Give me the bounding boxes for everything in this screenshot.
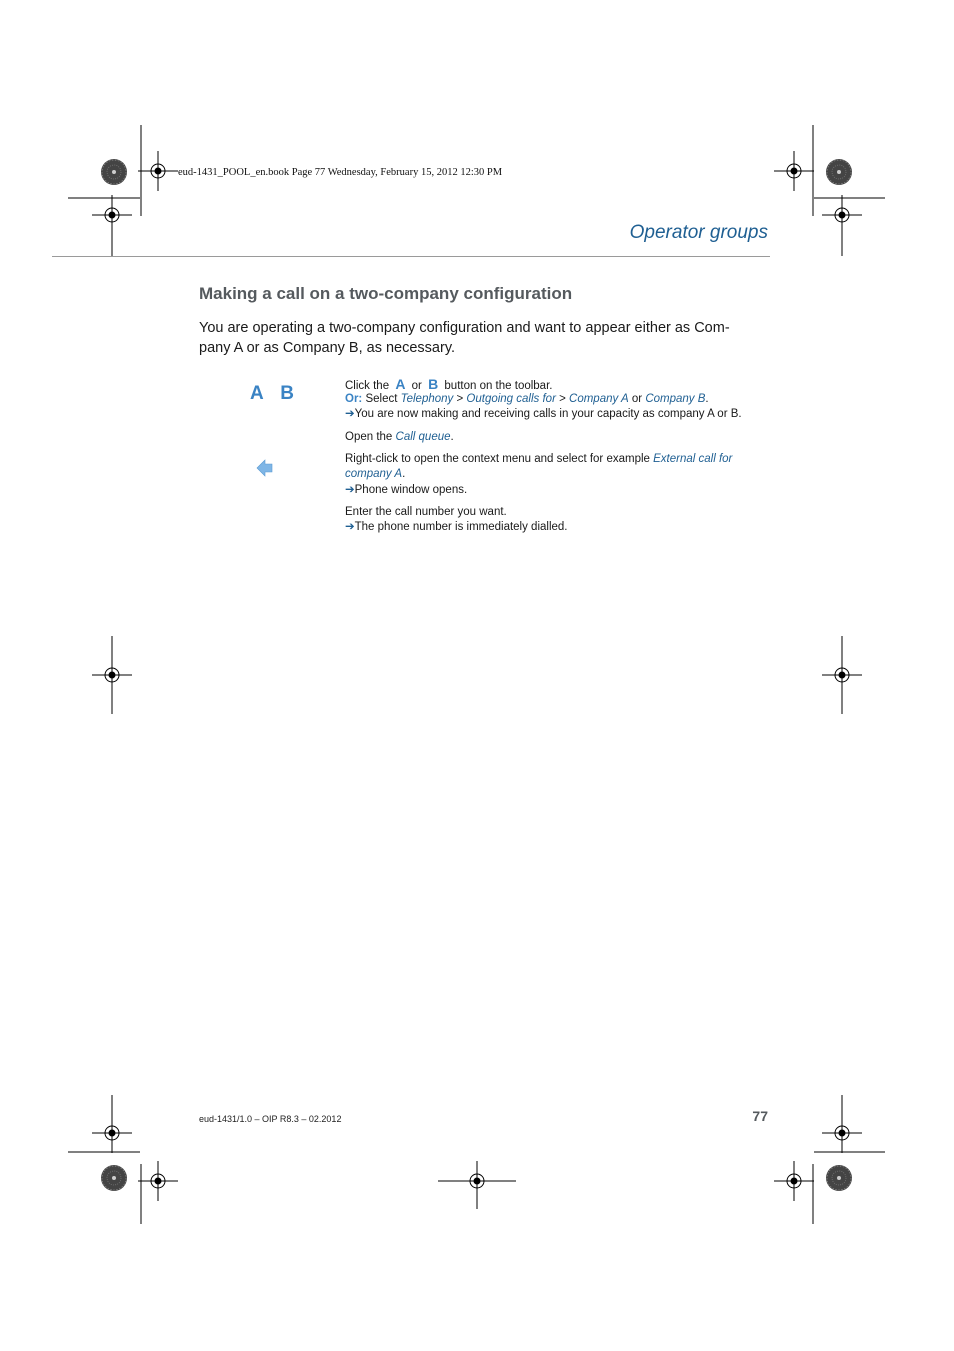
step-4-line: Enter the call number you want.: [345, 506, 507, 518]
step-3-text: Right-click to open the context menu and select for example: [345, 453, 650, 465]
intro-line-1: You are operating a two-company configuration and want to appear either as Com-: [199, 320, 730, 336]
step-3-result-text: Phone window opens.: [354, 484, 468, 496]
step-1-or-text-2: or: [631, 393, 643, 405]
call-queue-link[interactable]: Call queue: [395, 431, 451, 443]
step-1-result-text: You are now making and receiving calls in your capacity as company A or B.: [354, 408, 742, 420]
intro-paragraph: [199, 319, 764, 358]
page-heading: Making a call on a two-company configuration: [199, 284, 573, 303]
footer-doc-id: eud-1431/1.0 – OIP R8.3 – 02.2012: [199, 1114, 342, 1124]
or-label: Or:: [345, 393, 363, 405]
print-info-line: eud-1431_POOL_en.book Page 77 Wednesday, February 15, 2012 12:30 PM: [178, 167, 503, 178]
step-1-select-text: Select: [365, 393, 398, 405]
step-1-result: [345, 407, 742, 423]
header-divider: [52, 256, 770, 257]
section-title: Operator groups: [629, 222, 768, 243]
result-arrow-icon: ➔: [345, 521, 355, 533]
page-number: 77: [752, 1108, 768, 1124]
step-1-toolbar-text: button on the toolbar.: [444, 380, 553, 392]
step-1-or-text: or: [411, 380, 422, 392]
step-4-result-text: The phone number is immediately dialled.: [354, 521, 568, 533]
step-4-result: [345, 520, 568, 536]
menu-telephony-link[interactable]: Telephony: [400, 393, 454, 405]
period: .: [450, 431, 454, 443]
step-1-line-2: [345, 392, 709, 408]
menu-company-b-link[interactable]: Company B: [645, 393, 706, 405]
result-arrow-icon: ➔: [345, 408, 355, 420]
step-2-text: Open the: [345, 431, 393, 443]
menu-separator: >: [559, 393, 566, 405]
company-b-button-icon: B: [428, 376, 439, 392]
company-a-link[interactable]: company A: [345, 468, 403, 480]
step-3-result: [345, 483, 467, 499]
company-a-button-icon: A: [395, 376, 406, 392]
step-3-line-2: [345, 467, 405, 483]
menu-separator: >: [456, 393, 464, 405]
result-arrow-icon: ➔: [345, 484, 355, 496]
menu-company-a-link[interactable]: Company A: [569, 393, 629, 405]
company-a-b-buttons-icon: A B: [250, 383, 301, 404]
step-1-click-the-text: Click the: [345, 380, 390, 392]
external-call-for-link[interactable]: External call for: [653, 453, 733, 465]
period: .: [705, 393, 709, 405]
period: .: [402, 468, 406, 480]
arrow-left-icon: [256, 459, 274, 477]
step-3-line-1: [345, 452, 732, 468]
menu-outgoing-calls-for-link[interactable]: Outgoing calls for: [466, 393, 556, 405]
step-2-line: [345, 430, 454, 446]
intro-line-2: pany A or as Company B, as necessary.: [199, 339, 456, 356]
